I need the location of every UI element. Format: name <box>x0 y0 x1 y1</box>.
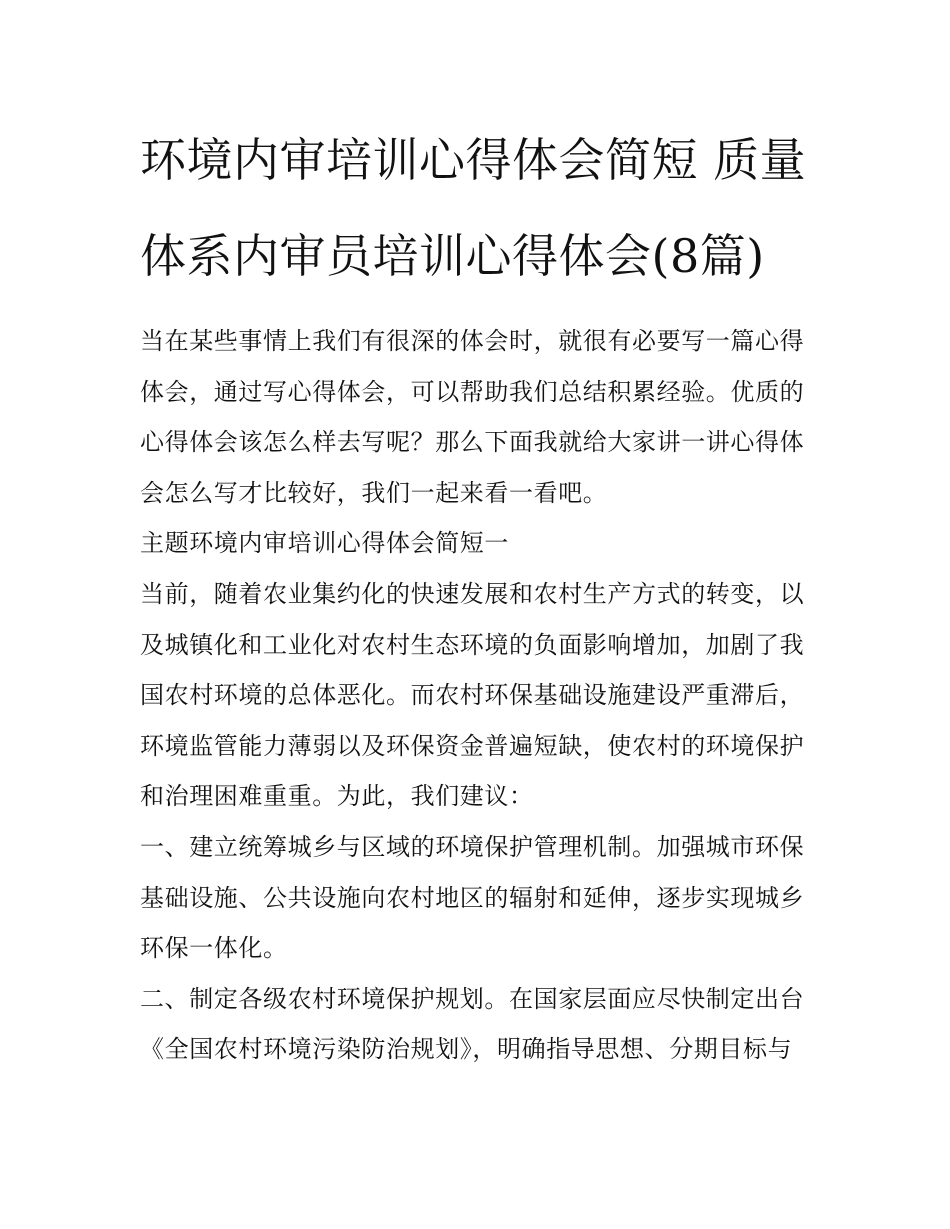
paragraph-point-one: 一、建立统筹城乡与区域的环境保护管理机制。加强城市环保基础设施、公共设施向农村地区的辐射和延伸，逐步实现城乡环保一体化。 <box>140 832 805 963</box>
document-title: 环境内审培训心得体会简短 质量体系内审员培训心得体会(8篇) <box>140 133 807 283</box>
section-heading: 主题环境内审培训心得体会简短一 <box>140 529 509 558</box>
paragraph-intro: 当在某些事情上我们有很深的体会时，就很有必要写一篇心得体会，通过写心得体会，可以帮助我们总结积累经验。优质的心得体会该怎么样去写呢？那么下面我就给大家讲一讲心得体会怎么写才比较好，我们一起来看一看吧。 <box>140 327 805 507</box>
paragraph-point-two: 二、制定各级农村环境保护规划。在国家层面应尽快制定出台《全国农村环境污染防治规划》，明确指导思想、分期目标与 <box>140 984 805 1064</box>
paragraph-background: 当前，随着农业集约化的快速发展和农村生产方式的转变，以及城镇化和工业化对农村生态环境的负面影响增加，加剧了我国农村环境的总体恶化。而农村环保基础设施建设严重滞后，环境监管能力薄弱以及环保资金普遍短缺，使农村的环境保护和治理困难重重。为此，我们建议： <box>140 579 805 811</box>
document-body <box>140 316 820 1075</box>
document-page <box>140 112 820 1075</box>
